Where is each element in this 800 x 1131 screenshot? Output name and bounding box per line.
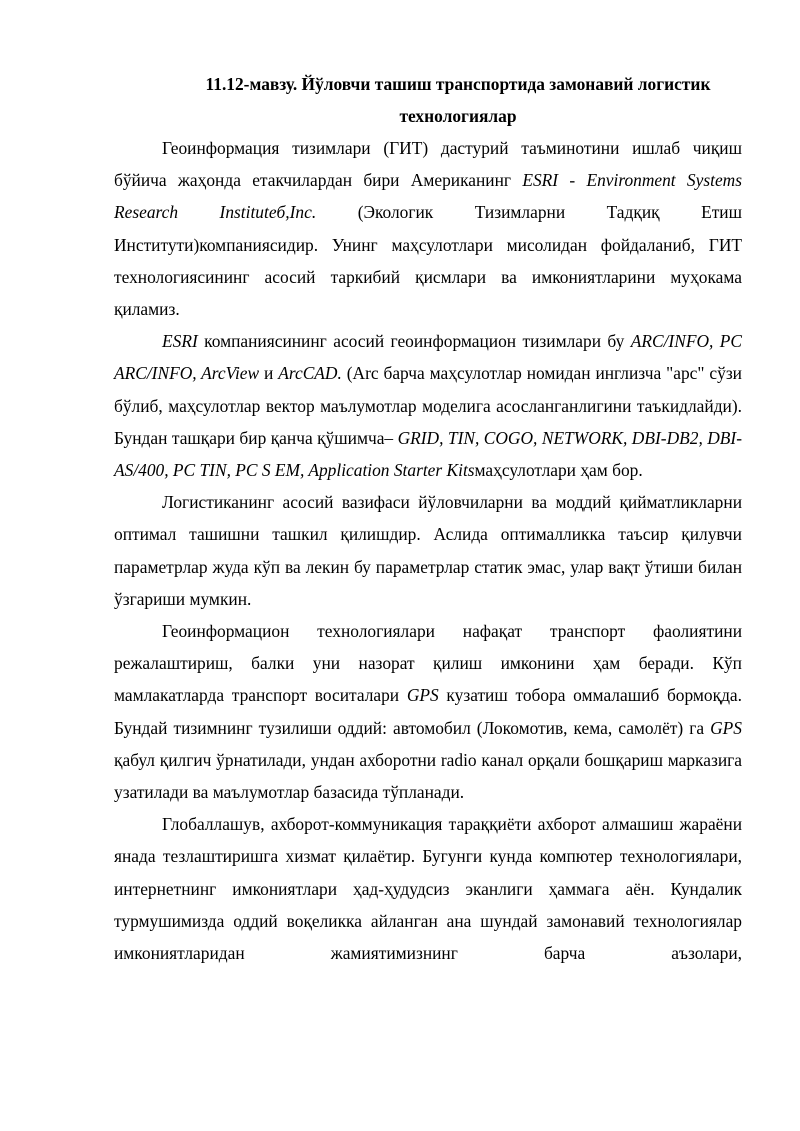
paragraph-esri-products <box>114 325 742 486</box>
p2-text-4: маҳсулотлари ҳам бор. <box>474 460 643 481</box>
p2-products-2: GRID, TIN, COGO, NETWORK, DBI-DB2, DBI-AS/400, PC TIN, PC S EM, Application Starter Kits <box>114 427 743 481</box>
p2-esri: ESRI <box>162 331 198 352</box>
paragraph-logistics-task: Логистиканинг асосий вазифаси йўловчиларни ва моддий қийматликларни оптимал ташишни ташкил қилишдир. Аслида оптималликка таъсир қилувчи параметрлар жуда кўп ва лекин бу параметрлар статик эмас, улар вақт ўтиши билан ўзгариши мумкин. <box>114 492 742 609</box>
section-title-line1: 11.12-мавзу. Йўловчи ташиш транспортида замонавий логистик <box>205 74 711 94</box>
paragraph-globalization: Глобаллашув, ахборот-коммуникация тараққиёти ахборот алмашиш жараёни янада тезлаштиришга хизмат қилаётир. Бугунги кунда компютер технологиялари, интернетнинг имкониятлари ҳад-ҳудудсиз эканлиги ҳаммага аён. Кундалик турмушимизда оддий воқеликка айланган ана шундай замонавий технологиялар имкониятларидан жамиятимизнинг барча аъзолари, <box>114 814 742 964</box>
p2-text-2: и <box>259 363 279 384</box>
p2-products-1: ARC/INFO, PC ARC/INFO, ArcView <box>114 331 742 384</box>
p2-arccad: ArcCAD. <box>278 363 342 384</box>
p4-gps-2: GPS <box>710 717 742 738</box>
section-title-line2: технологиялар <box>399 106 517 126</box>
p2-text-1: компаниясининг асосий геоинформацион тизимлари бу <box>197 331 631 352</box>
p4-text-2: кузатиш тобора оммалашиб бормоқда. Бундай тизимнинг тузилиши оддий: автомобил (Локомотив, кема, самолёт) га <box>114 685 742 738</box>
p1-esri-name: ESRI - Environment Systems Research Instituteб,Inc. <box>114 170 742 223</box>
p2-text-3: (Arc барча маҳсулотлар номидан инглизча "арс" сўзи бўлиб, маҳсулотлар вектор маълумотлар моделига асосланганлигини таъкидлайди). Бундан ташқари бир қанча қўшимча– <box>114 363 742 448</box>
p4-gps-1: GPS <box>406 685 439 706</box>
p1-text-2: (Экологик Тизимларни Тадқиқ Етиш Институти)компаниясидир. Унинг маҳсулотлари мисолидан фойдаланиб, ГИТ технологиясининг асосий таркибий қисмлари ва имкониятларини муҳокама қиламиз. <box>114 202 742 320</box>
p4-text-3: қабул қилгич ўрнатилади, ундан ахборотни radio канал орқали бошқариш марказига узатилади ва маълумотлар базасида тўпланади. <box>114 749 742 803</box>
document-page <box>114 68 742 969</box>
paragraph-gps-tracking <box>114 615 742 808</box>
p4-text-1: Геоинформацион технологиялари нафақат транспорт фаолиятини режалаштириш, балки уни назорат қилиш имконини ҳам беради. Кўп мамлакатларда транспорт воситалари <box>114 621 742 706</box>
paragraph-gis-intro <box>114 132 742 325</box>
p1-text-1: Геоинформация тизимлари (ГИТ) дастурий таъминотини ишлаб чиқиш бўйича жаҳонда етакчилардан бири Американинг <box>114 138 742 191</box>
